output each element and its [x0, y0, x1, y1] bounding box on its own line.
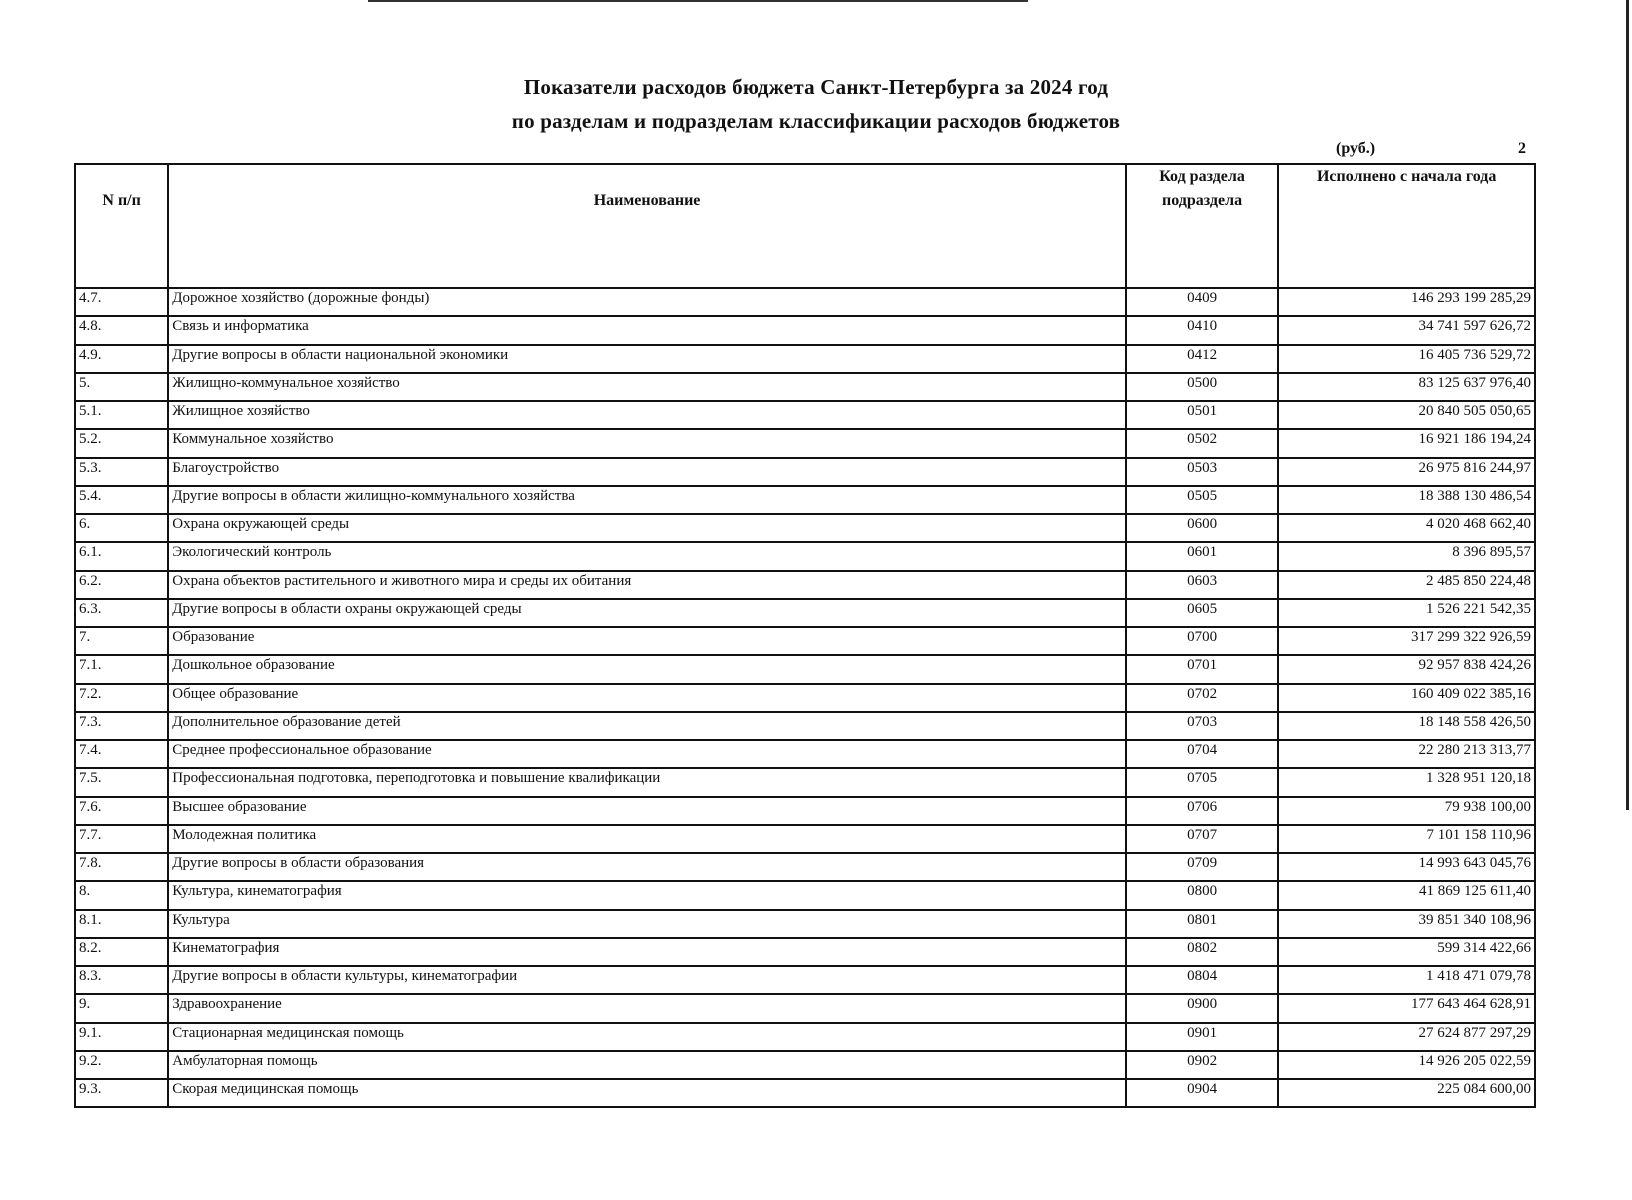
row-name: Другие вопросы в области охраны окружающей среды: [168, 599, 1126, 627]
row-code: 0800: [1126, 881, 1278, 909]
row-name: Коммунальное хозяйство: [168, 429, 1126, 457]
table-row: [75, 994, 1535, 1022]
table-row: [75, 768, 1535, 796]
row-code: 0902: [1126, 1051, 1278, 1079]
table-row: [75, 599, 1535, 627]
table-row: [75, 571, 1535, 599]
row-number: 7.3.: [75, 712, 168, 740]
table-row: [75, 486, 1535, 514]
row-amount: 8 396 895,57: [1278, 542, 1535, 570]
row-name: Жилищное хозяйство: [168, 401, 1126, 429]
row-number: 8.2.: [75, 938, 168, 966]
row-number: 7.2.: [75, 684, 168, 712]
table-row: [75, 429, 1535, 457]
row-name: Связь и информатика: [168, 316, 1126, 344]
row-code: 0705: [1126, 768, 1278, 796]
row-code: 0500: [1126, 373, 1278, 401]
row-name: Молодежная политика: [168, 825, 1126, 853]
row-code: 0709: [1126, 853, 1278, 881]
row-number: 8.: [75, 881, 168, 909]
row-name: Другие вопросы в области культуры, кинематографии: [168, 966, 1126, 994]
row-code: 0804: [1126, 966, 1278, 994]
row-code: 0701: [1126, 655, 1278, 683]
row-code: 0412: [1126, 345, 1278, 373]
row-amount: 225 084 600,00: [1278, 1079, 1535, 1107]
row-name: Дополнительное образование детей: [168, 712, 1126, 740]
row-code: 0703: [1126, 712, 1278, 740]
row-amount: 7 101 158 110,96: [1278, 825, 1535, 853]
table-row: [75, 345, 1535, 373]
table-body: [75, 288, 1535, 1107]
row-name: Образование: [168, 627, 1126, 655]
row-name: Другие вопросы в области жилищно-коммунального хозяйства: [168, 486, 1126, 514]
row-code: 0410: [1126, 316, 1278, 344]
row-number: 7.1.: [75, 655, 168, 683]
row-amount: 20 840 505 050,65: [1278, 401, 1535, 429]
table-row: [75, 1051, 1535, 1079]
row-code: 0706: [1126, 797, 1278, 825]
row-name: Стационарная медицинская помощь: [168, 1023, 1126, 1051]
header-code: Код раздела подраздела: [1126, 164, 1278, 288]
row-amount: 177 643 464 628,91: [1278, 994, 1535, 1022]
row-amount: 1 328 951 120,18: [1278, 768, 1535, 796]
unit-label: (руб.): [1336, 140, 1376, 157]
row-number: 5.3.: [75, 458, 168, 486]
row-code: 0700: [1126, 627, 1278, 655]
row-amount: 18 388 130 486,54: [1278, 486, 1535, 514]
row-number: 4.7.: [75, 288, 168, 316]
row-amount: 14 993 643 045,76: [1278, 853, 1535, 881]
row-amount: 146 293 199 285,29: [1278, 288, 1535, 316]
table-row: [75, 853, 1535, 881]
row-amount: 14 926 205 022,59: [1278, 1051, 1535, 1079]
table-row: [75, 1023, 1535, 1051]
table-row: [75, 373, 1535, 401]
row-amount: 79 938 100,00: [1278, 797, 1535, 825]
row-amount: 16 921 186 194,24: [1278, 429, 1535, 457]
table-row: [75, 966, 1535, 994]
row-code: 0707: [1126, 825, 1278, 853]
table-row: [75, 797, 1535, 825]
row-code: 0505: [1126, 486, 1278, 514]
row-name: Скорая медицинская помощь: [168, 1079, 1126, 1107]
row-amount: 16 405 736 529,72: [1278, 345, 1535, 373]
row-amount: 83 125 637 976,40: [1278, 373, 1535, 401]
table-row: [75, 627, 1535, 655]
row-name: Культура, кинематография: [168, 881, 1126, 909]
document-title-line-2: по разделам и подразделам классификации расходов бюджетов: [511, 109, 1121, 133]
page-number: 2: [1518, 140, 1526, 157]
row-amount: 1 418 471 079,78: [1278, 966, 1535, 994]
row-code: 0704: [1126, 740, 1278, 768]
document-title-line-1: Показатели расходов бюджета Санкт-Петербурга за 2024 год: [523, 75, 1109, 99]
row-code: 0801: [1126, 910, 1278, 938]
row-code: 0601: [1126, 542, 1278, 570]
table-row: [75, 1079, 1535, 1107]
row-name: Дошкольное образование: [168, 655, 1126, 683]
table-row: [75, 514, 1535, 542]
row-number: 7.4.: [75, 740, 168, 768]
row-number: 6.1.: [75, 542, 168, 570]
row-amount: 26 975 816 244,97: [1278, 458, 1535, 486]
row-number: 5.: [75, 373, 168, 401]
row-amount: 160 409 022 385,16: [1278, 684, 1535, 712]
row-code: 0501: [1126, 401, 1278, 429]
table-row: [75, 684, 1535, 712]
row-amount: 41 869 125 611,40: [1278, 881, 1535, 909]
row-name: Другие вопросы в области национальной экономики: [168, 345, 1126, 373]
header-executed: Исполнено с начала года: [1278, 164, 1535, 288]
row-number: 5.2.: [75, 429, 168, 457]
row-number: 7.6.: [75, 797, 168, 825]
row-number: 7.: [75, 627, 168, 655]
row-number: 6.: [75, 514, 168, 542]
row-amount: 22 280 213 313,77: [1278, 740, 1535, 768]
row-code: 0802: [1126, 938, 1278, 966]
row-number: 9.1.: [75, 1023, 168, 1051]
row-amount: 4 020 468 662,40: [1278, 514, 1535, 542]
row-number: 9.3.: [75, 1079, 168, 1107]
row-number: 9.: [75, 994, 168, 1022]
row-number: 7.5.: [75, 768, 168, 796]
row-name: Высшее образование: [168, 797, 1126, 825]
table-header-row: [75, 164, 1535, 288]
header-name: Наименование: [168, 164, 1126, 288]
row-number: 5.4.: [75, 486, 168, 514]
row-name: Здравоохранение: [168, 994, 1126, 1022]
row-amount: 1 526 221 542,35: [1278, 599, 1535, 627]
row-name: Профессиональная подготовка, переподготовка и повышение квалификации: [168, 768, 1126, 796]
row-number: 8.3.: [75, 966, 168, 994]
scan-top-line: [368, 0, 1028, 2]
row-name: Амбулаторная помощь: [168, 1051, 1126, 1079]
table-row: [75, 881, 1535, 909]
row-amount: 2 485 850 224,48: [1278, 571, 1535, 599]
row-number: 6.2.: [75, 571, 168, 599]
row-name: Культура: [168, 910, 1126, 938]
table-row: [75, 288, 1535, 316]
row-code: 0904: [1126, 1079, 1278, 1107]
row-code: 0409: [1126, 288, 1278, 316]
table-row: [75, 712, 1535, 740]
row-name: Другие вопросы в области образования: [168, 853, 1126, 881]
header-num: N п/п: [75, 164, 168, 288]
row-code: 0603: [1126, 571, 1278, 599]
row-name: Дорожное хозяйство (дорожные фонды): [168, 288, 1126, 316]
table-row: [75, 938, 1535, 966]
row-number: 4.9.: [75, 345, 168, 373]
row-amount: 92 957 838 424,26: [1278, 655, 1535, 683]
table-row: [75, 910, 1535, 938]
row-code: 0605: [1126, 599, 1278, 627]
row-amount: 599 314 422,66: [1278, 938, 1535, 966]
budget-table: [74, 163, 1536, 1108]
table-row: [75, 655, 1535, 683]
row-name: Среднее профессиональное образование: [168, 740, 1126, 768]
row-amount: 34 741 597 626,72: [1278, 316, 1535, 344]
row-name: Охрана окружающей среды: [168, 514, 1126, 542]
row-code: 0503: [1126, 458, 1278, 486]
row-number: 6.3.: [75, 599, 168, 627]
row-amount: 27 624 877 297,29: [1278, 1023, 1535, 1051]
row-name: Охрана объектов растительного и животного мира и среды их обитания: [168, 571, 1126, 599]
row-code: 0600: [1126, 514, 1278, 542]
row-number: 9.2.: [75, 1051, 168, 1079]
row-name: Жилищно-коммунальное хозяйство: [168, 373, 1126, 401]
table-row: [75, 458, 1535, 486]
row-number: 8.1.: [75, 910, 168, 938]
row-name: Благоустройство: [168, 458, 1126, 486]
row-number: 4.8.: [75, 316, 168, 344]
row-code: 0502: [1126, 429, 1278, 457]
table-row: [75, 542, 1535, 570]
row-number: 5.1.: [75, 401, 168, 429]
table-row: [75, 401, 1535, 429]
row-number: 7.8.: [75, 853, 168, 881]
row-code: 0901: [1126, 1023, 1278, 1051]
row-code: 0702: [1126, 684, 1278, 712]
table-row: [75, 316, 1535, 344]
row-name: Общее образование: [168, 684, 1126, 712]
row-name: Экологический контроль: [168, 542, 1126, 570]
row-name: Кинематография: [168, 938, 1126, 966]
row-number: 7.7.: [75, 825, 168, 853]
row-amount: 18 148 558 426,50: [1278, 712, 1535, 740]
row-amount: 317 299 322 926,59: [1278, 627, 1535, 655]
row-amount: 39 851 340 108,96: [1278, 910, 1535, 938]
row-code: 0900: [1126, 994, 1278, 1022]
table-row: [75, 825, 1535, 853]
table-row: [75, 740, 1535, 768]
